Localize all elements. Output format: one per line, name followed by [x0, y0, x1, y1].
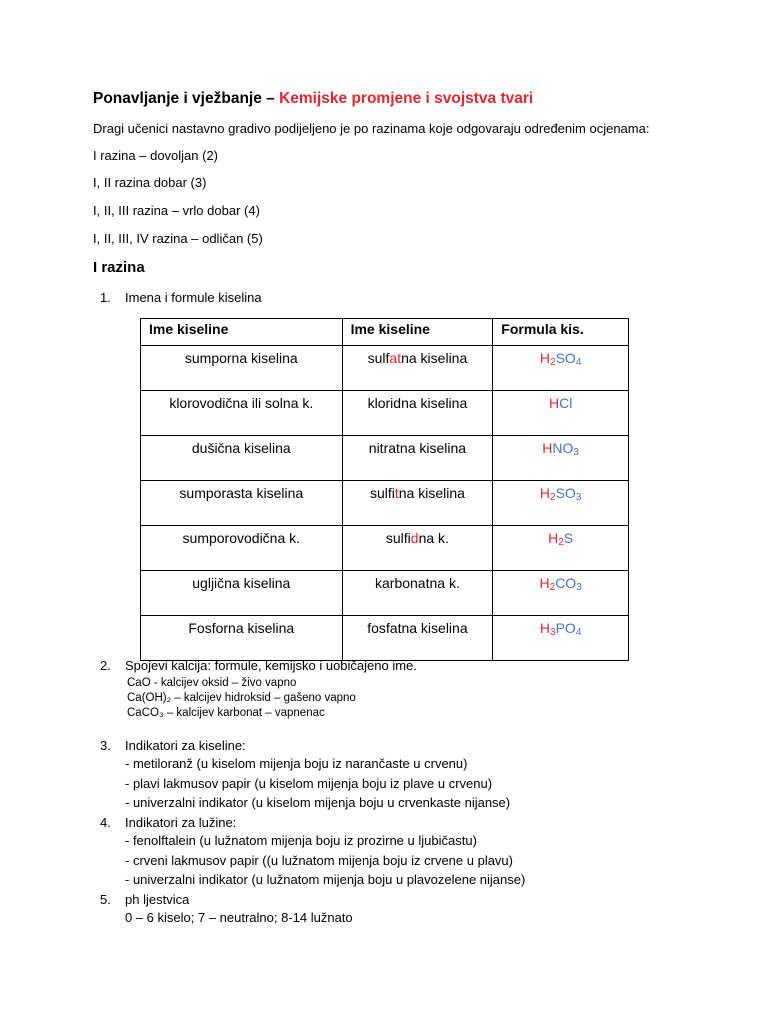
indicator-line: - plavi lakmusov papir (u kiselom mijenja boju iz plave u crvenu): [125, 776, 493, 791]
table-row: [141, 526, 629, 571]
formula-anion: SO: [555, 350, 576, 366]
formula-hydrogen: H: [539, 485, 551, 501]
acid-common-name: sumporovodična k.: [141, 526, 343, 571]
formula-anion: PO: [555, 620, 576, 636]
table-header-row: [141, 319, 629, 346]
formula-anion: SO: [555, 485, 576, 501]
acid-formula: [493, 391, 629, 436]
header-formula: Formula kis.: [493, 319, 629, 346]
indicator-line: - crveni lakmusov papir ((u lužnatom mijenja boju iz crvene u plavu): [125, 853, 513, 868]
acid-formula: [493, 436, 629, 481]
calcium-line: CaCO₃ – kalcijev karbonat – vapnenac: [127, 707, 325, 719]
acids-table: [140, 318, 629, 661]
formula-anion: Cl: [559, 395, 573, 411]
calcium-line: Ca(OH)₂ – kalcijev hidroksid – gašeno vapno: [127, 692, 356, 704]
intro-text: Dragi učenici nastavno gradivo podijeljeno je po razinama koje odgovaraju određenim ocjenama:: [93, 121, 650, 136]
item-number: 3.: [100, 738, 111, 753]
name-highlight: t: [394, 485, 399, 501]
acid-systematic-name: [342, 481, 493, 526]
acid-systematic-name: [342, 436, 493, 481]
formula-hydrogen: H: [548, 395, 560, 411]
indicator-line: - fenolftalein (u lužnatom mijenja boju iz prozirne u ljubičastu): [125, 833, 477, 848]
acid-common-name: klorovodična ili solna k.: [141, 391, 343, 436]
list-item-5: [100, 892, 189, 907]
formula-hydrogen-count: 2: [550, 357, 556, 368]
name-part: sulf: [367, 350, 390, 366]
formula-anion-count: 4: [575, 627, 582, 638]
acid-formula: [493, 346, 629, 391]
indicator-line: - univerzalni indikator (u lužnatom mijenja boju u plavozelene nijanse): [125, 872, 526, 887]
title-topic: Kemijske promjene i svojstva tvari: [279, 90, 534, 107]
item-number: 5.: [100, 892, 111, 907]
formula-hydrogen-count: 3: [550, 627, 556, 638]
formula-hydrogen-count: 2: [558, 537, 564, 548]
formula-anion: NO: [552, 440, 574, 456]
item-number: 4.: [100, 815, 111, 830]
acid-common-name: sumporasta kiselina: [141, 481, 343, 526]
name-part: sulfi: [385, 530, 411, 546]
formula-anion: S: [563, 530, 574, 546]
acid-formula: [493, 526, 629, 571]
formula-hydrogen: H: [539, 575, 550, 591]
name-highlight: at: [389, 350, 402, 366]
item-number: 2.: [100, 658, 111, 673]
item-label: Indikatori za lužine:: [125, 815, 237, 830]
header-systematic-name: Ime kiseline: [342, 319, 493, 346]
acid-systematic-name: [342, 346, 493, 391]
formula-anion-count: 3: [573, 447, 579, 458]
name-part: na k.: [418, 530, 449, 546]
formula-hydrogen: H: [542, 440, 553, 456]
name-part: nitratna kiselina: [368, 440, 467, 456]
indicator-line: - univerzalni indikator (u kiselom mijenja boju u crvenkaste nijanse): [125, 795, 511, 810]
name-part: fosfatna kiselina: [367, 620, 468, 636]
formula-hydrogen-count: 2: [549, 582, 556, 593]
acid-systematic-name: [342, 526, 493, 571]
formula-anion-count: 3: [576, 582, 582, 593]
acid-common-name: sumporna kiselina: [141, 346, 343, 391]
formula-hydrogen-count: 2: [550, 492, 556, 503]
formula-hydrogen: H: [539, 350, 551, 366]
indicator-line: - metiloranž (u kiselom mijenja boju iz narančaste u crvenu): [125, 756, 468, 771]
acid-formula: [493, 481, 629, 526]
name-part: na kiselina: [401, 350, 468, 366]
table-row: [141, 616, 629, 661]
acid-systematic-name: [342, 616, 493, 661]
list-item-3: [100, 738, 246, 753]
list-item-1: [100, 290, 262, 305]
page-title: [93, 90, 533, 108]
section-heading: I razina: [93, 259, 145, 276]
name-part: na kiselina: [398, 485, 465, 501]
acid-common-name: dušična kiselina: [141, 436, 343, 481]
acid-formula: [493, 571, 629, 616]
name-highlight: d: [410, 530, 419, 546]
level-3: I, II, III razina – vrlo dobar (4): [93, 203, 260, 218]
table-row: [141, 391, 629, 436]
acid-common-name: ugljična kiselina: [141, 571, 343, 616]
table-row: [141, 436, 629, 481]
ph-scale-line: 0 – 6 kiselo; 7 – neutralno; 8-14 lužnato: [125, 910, 353, 925]
acid-systematic-name: [342, 391, 493, 436]
item-number: 1.: [100, 290, 111, 305]
formula-anion-count: 3: [575, 492, 582, 503]
formula-hydrogen: H: [548, 530, 559, 546]
table-row: [141, 346, 629, 391]
formula-anion-count: 4: [575, 357, 582, 368]
level-4: I, II, III, IV razina – odličan (5): [93, 231, 263, 246]
list-item-4: [100, 815, 236, 830]
acid-formula: [493, 616, 629, 661]
table-row: [141, 481, 629, 526]
name-part: sulfi: [369, 485, 395, 501]
name-part: kloridna kiselina: [367, 395, 468, 411]
item-label: Imena i formule kiselina: [125, 290, 262, 305]
level-2: I, II razina dobar (3): [93, 175, 207, 190]
acid-systematic-name: [342, 571, 493, 616]
item-label: Spojevi kalcija: formule, kemijsko i uobičajeno ime.: [125, 658, 417, 673]
level-1: I razina – dovoljan (2): [93, 148, 219, 163]
formula-hydrogen: H: [539, 620, 551, 636]
header-name: Ime kiseline: [141, 319, 343, 346]
formula-anion: CO: [555, 575, 577, 591]
table-row: [141, 571, 629, 616]
title-prefix: Ponavljanje i vježbanje –: [93, 90, 280, 107]
acid-common-name: Fosforna kiselina: [141, 616, 343, 661]
list-item-2: [100, 658, 417, 673]
item-label: ph ljestvica: [125, 892, 190, 907]
calcium-line: CaO - kalcijev oksid – živo vapno: [127, 677, 297, 689]
name-part: karbonatna k.: [375, 575, 460, 591]
item-label: Indikatori za kiseline:: [125, 738, 246, 753]
